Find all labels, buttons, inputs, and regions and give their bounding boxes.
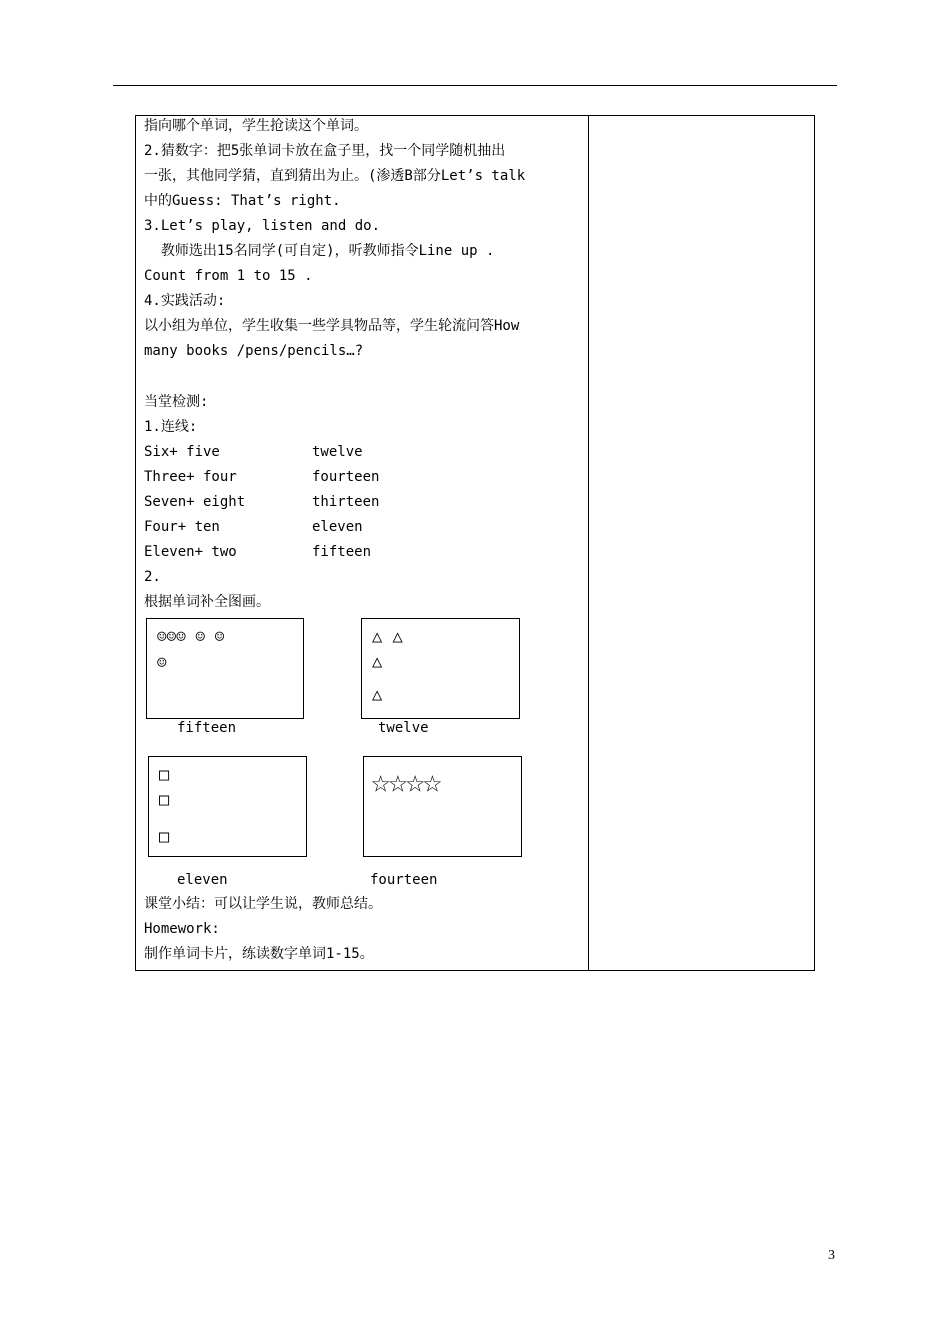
text-line: 3.Let’s play, listen and do. [144, 218, 381, 234]
lesson-summary: 课堂小结：可以让学生说，教师总结。 [144, 896, 382, 912]
text-line: 以小组为单位，学生收集一些学具物品等，学生轮流问答How [144, 318, 520, 334]
text-line: 中的Guess: That’s right. [144, 193, 341, 209]
text-line: 教师选出15名同学(可自定)，听教师指令Line up . [144, 243, 495, 259]
smiley-icon-row: ☺ [157, 653, 167, 672]
star-box [363, 756, 522, 857]
triangle-icon-row: △ [372, 685, 383, 705]
homework-text: 制作单词卡片，练读数字单词1-15。 [144, 946, 374, 962]
box-caption: fourteen [370, 872, 438, 888]
text-line: 4.实践活动: [144, 293, 226, 309]
text-line: 一张，其他同学猜，直到猜出为止。(渗透B部分Let’s talk [144, 168, 526, 184]
match-left: Six+ five [144, 444, 220, 460]
lesson-table [135, 115, 815, 971]
smiley-icon-row: ☺☺☺ ☺ ☺ [157, 627, 225, 646]
match-left: Seven+ eight [144, 494, 246, 510]
homework-label: Homework: [144, 921, 220, 937]
text-line: many books /pens/pencils…? [144, 343, 364, 359]
question-heading: 1.连线: [144, 419, 198, 435]
question-instruction: 根据单词补全图画。 [144, 594, 270, 610]
smiley-box [146, 618, 304, 719]
header-rule [113, 85, 837, 86]
match-right: twelve [312, 444, 363, 460]
text-line: 指向哪个单词，学生抢读这个单词。 [144, 118, 368, 134]
section-heading: 当堂检测: [144, 394, 209, 410]
match-left: Eleven+ two [144, 544, 237, 560]
match-right: fifteen [312, 544, 372, 560]
triangle-icon-row: △ [372, 652, 383, 672]
question-number: 2. [144, 569, 161, 585]
text-line: 2.猜数字：把5张单词卡放在盒子里，找一个同学随机抽出 [144, 143, 506, 159]
box-caption: eleven [177, 872, 228, 888]
match-right: fourteen [312, 469, 380, 485]
triangle-box [361, 618, 520, 719]
match-left: Three+ four [144, 469, 237, 485]
match-right: thirteen [312, 494, 380, 510]
square-icon-row: □ [159, 765, 170, 785]
box-caption: fifteen [177, 720, 237, 736]
triangle-icon-row: △ △ [372, 627, 403, 647]
match-right: eleven [312, 519, 363, 535]
square-box [148, 756, 307, 857]
match-left: Four+ ten [144, 519, 220, 535]
text-line: Count from 1 to 15 . [144, 268, 313, 284]
square-icon-row: □ [159, 790, 170, 810]
page-number: 3 [828, 1248, 835, 1263]
column-divider [588, 116, 589, 970]
box-caption: twelve [378, 720, 429, 736]
square-icon-row: □ [159, 827, 170, 847]
star-icon-row: ☆☆☆☆ [371, 762, 441, 800]
